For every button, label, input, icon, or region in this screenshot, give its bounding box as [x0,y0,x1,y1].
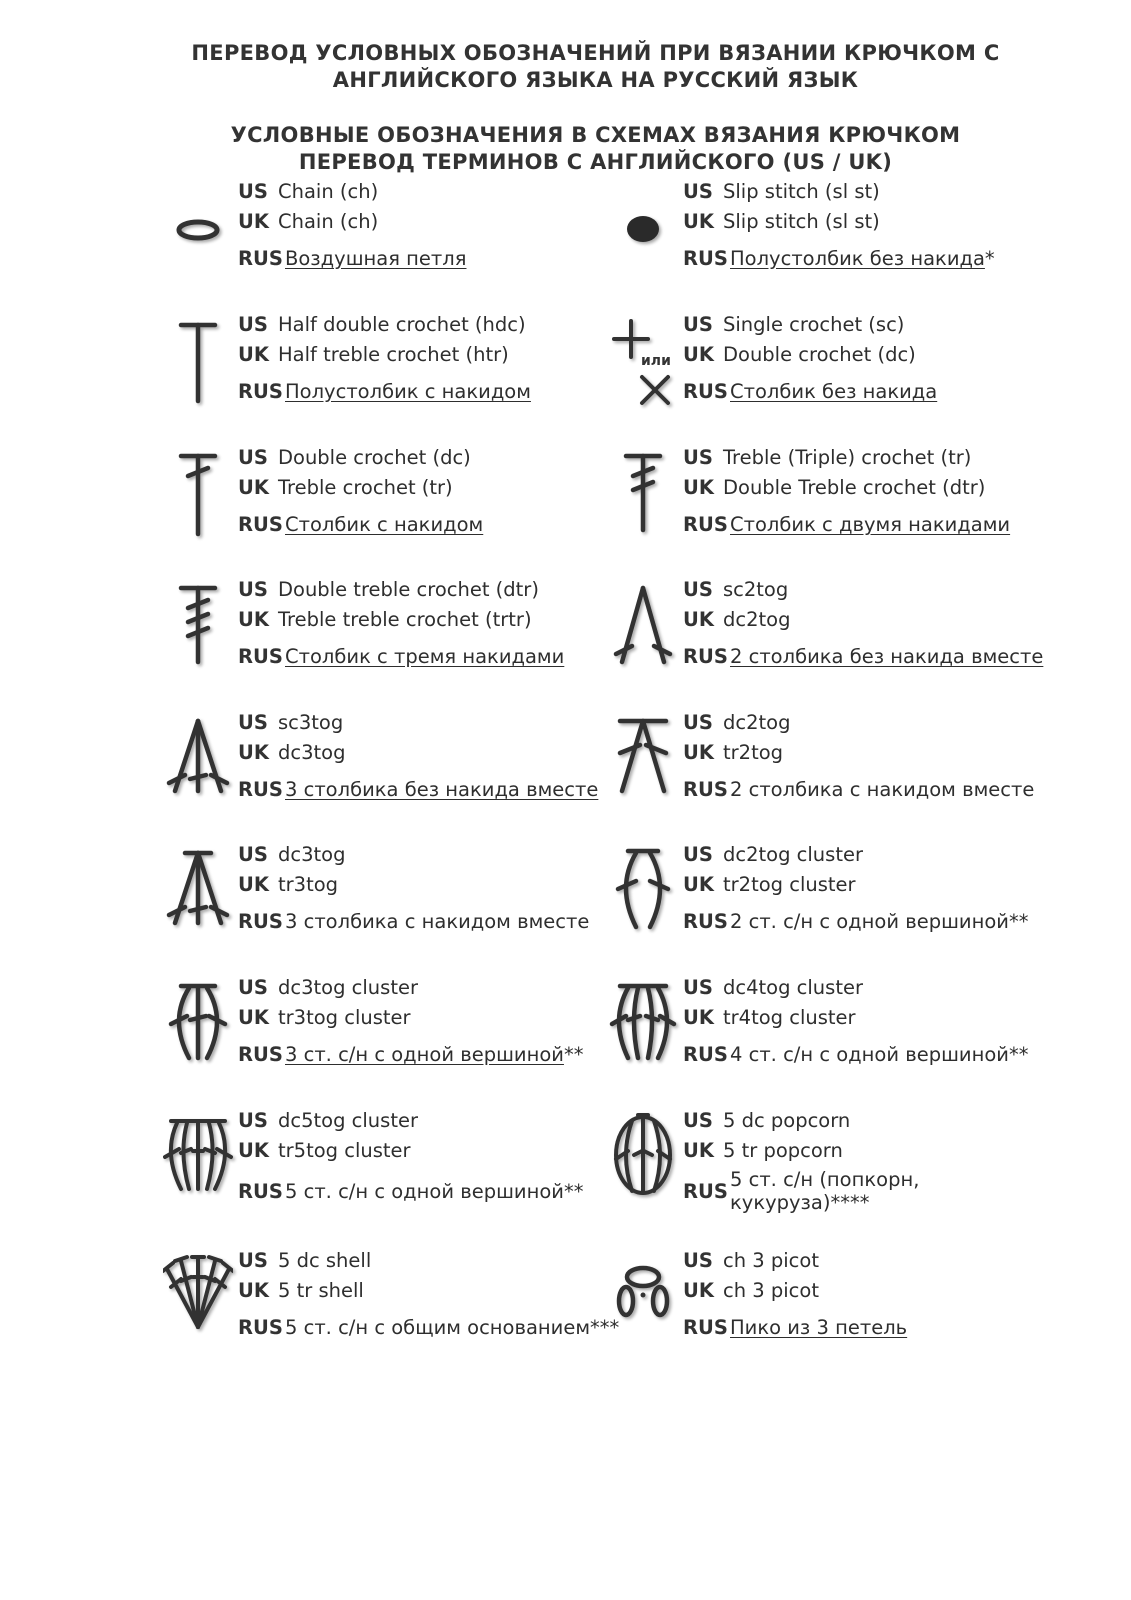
entry-slip-stitch: US Slip stitch (sl st) UK Slip stitch (sl st) RUS Полустолбик без накида* [608,180,1048,300]
entry-shell: US 5 dc shell UK 5 tr shell RUS 5 ст. с/н с общим основанием*** [163,1249,603,1369]
us-term: 5 dc popcorn [723,1109,851,1132]
treble-crochet-icon [608,446,678,566]
dc3tog-icon [163,843,233,963]
uk-term: dc2tog [723,608,791,631]
rus-term: 2 столбика с накидом вместе [730,778,1035,801]
page-title [0,40,1131,94]
rus-term: 2 столбика без накида вместе [730,645,1044,668]
entry-sc3tog: US sc3tog UK dc3tog RUS 3 столбика без накида вместе [163,711,603,831]
uk-term: 5 tr popcorn [723,1139,843,1162]
us-term: Single crochet (sc) [723,313,905,336]
entry-dc4tog-cluster: US dc4tog cluster UK tr4tog cluster RUS 4 ст. с/н с одной вершиной** [608,976,1048,1096]
entry-treble-crochet: US Treble (Triple) crochet (tr) UK Double Treble crochet (dtr) RUS Столбик с двумя накидами [608,446,1048,566]
title-line-1: ПЕРЕВОД УСЛОВНЫХ ОБОЗНАЧЕНИЙ ПРИ ВЯЗАНИИ КРЮЧКОМ С [191,41,1000,65]
entry-single-crochet: или US Single crochet (sc) UK Double crochet (dc) RUS Столбик без накида [608,313,1048,433]
rus-term: Столбик без накида [730,380,938,403]
subtitle-line-1: УСЛОВНЫЕ ОБОЗНАЧЕНИЯ В СХЕМАХ ВЯЗАНИЯ КРЮЧКОМ [230,123,961,147]
dc3tog-cluster-icon [163,976,233,1096]
uk-term: tr2tog cluster [723,873,856,896]
uk-term: ch 3 picot [723,1279,819,1302]
us-term: dc3tog [278,843,346,866]
entry-dc2tog: US dc2tog UK tr2tog RUS 2 столбика с накидом вместе [608,711,1048,831]
uk-term: Treble treble crochet (trtr) [278,608,532,631]
us-term: Double crochet (dc) [278,446,471,469]
dc4tog-cluster-icon [608,976,678,1096]
rus-term: 2 ст. с/н с одной вершиной** [730,910,1029,933]
half-double-crochet-icon [163,313,233,433]
slip-stitch-icon [608,180,678,300]
chain-icon [163,180,233,300]
uk-term: dc3tog [278,741,346,764]
dc2tog-cluster-icon [608,843,678,963]
rus-term: 5 ст. с/н (попкорн, кукуруза)**** [730,1168,920,1214]
rus-term: 4 ст. с/н с одной вершиной** [730,1043,1029,1066]
sc3tog-icon [163,711,233,831]
us-term: dc2tog [723,711,791,734]
uk-term: 5 tr shell [278,1279,364,1302]
page-subtitle [0,122,1131,176]
uk-term: tr5tog cluster [278,1139,411,1162]
us-term: sc2tog [723,578,789,601]
rus-term: 3 столбика с накидом вместе [285,910,590,933]
rus-term: 3 ст. с/н с одной вершиной [285,1043,564,1066]
entry-double-crochet: US Double crochet (dc) UK Treble crochet (tr) RUS Столбик с накидом [163,446,603,566]
entry-dc5tog-cluster: US dc5tog cluster UK tr5tog cluster RUS 5 ст. с/н с одной вершиной** [163,1109,603,1229]
uk-term: tr2tog [723,741,784,764]
entry-picot: US ch 3 picot UK ch 3 picot RUS Пико из 3 петель [608,1249,1048,1369]
rus-term: Столбик с тремя накидами [285,645,565,668]
popcorn-icon [608,1109,678,1229]
or-label: или [641,353,671,369]
subtitle-line-2: ПЕРЕВОД ТЕРМИНОВ С АНГЛИЙСКОГО (US / UK) [298,150,893,174]
entry-dc3tog-cluster: US dc3tog cluster UK tr3tog cluster RUS 3 ст. с/н с одной вершиной** [163,976,603,1096]
uk-term: Double Treble crochet (dtr) [723,476,986,499]
rus-term: Полустолбик с накидом [285,380,531,403]
us-term: 5 dc shell [278,1249,372,1272]
rus-term: Воздушная петля [285,247,467,270]
us-term: dc4tog cluster [723,976,863,999]
rus-term: Столбик с двумя накидами [730,513,1011,536]
dc5tog-cluster-icon [163,1109,233,1229]
uk-term: Treble crochet (tr) [278,476,453,499]
single-crochet-icon [608,313,678,433]
picot-icon [608,1249,678,1369]
us-term: Chain (ch) [278,180,379,203]
dc2tog-icon [608,711,678,831]
us-term: dc2tog cluster [723,843,863,866]
us-term: sc3tog [278,711,344,734]
entry-dc2tog-cluster: US dc2tog cluster UK tr2tog cluster RUS 2 ст. с/н с одной вершиной** [608,843,1048,963]
entry-half-double-crochet: US Half double crochet (hdc) UK Half treble crochet (htr) RUS Полустолбик с накидом [163,313,603,433]
us-term: Slip stitch (sl st) [723,180,880,203]
title-line-2: АНГЛИЙСКОГО ЯЗЫКА НА РУССКИЙ ЯЗЫК [332,68,859,92]
entry-popcorn: US 5 dc popcorn UK 5 tr popcorn RUS 5 ст. с/н (попкорн, кукуруза)**** [608,1109,1048,1229]
double-crochet-icon [163,446,233,566]
uk-term: Slip stitch (sl st) [723,210,880,233]
uk-term: tr3tog [278,873,339,896]
uk-term: Chain (ch) [278,210,379,233]
entry-sc2tog: US sc2tog UK dc2tog RUS 2 столбика без накида вместе [608,578,1048,698]
us-term: Treble (Triple) crochet (tr) [723,446,972,469]
shell-icon [163,1249,233,1369]
entry-chain: US Chain (ch) UK Chain (ch) RUS Воздушная петля [163,180,603,300]
us-term: Half double crochet (hdc) [278,313,526,336]
us-term: ch 3 picot [723,1249,819,1272]
double-treble-crochet-icon [163,578,233,698]
uk-term: tr3tog cluster [278,1006,411,1029]
rus-term: 5 ст. с/н с одной вершиной** [285,1180,584,1203]
rus-term: 3 столбика без накида вместе [285,778,599,801]
uk-term: Half treble crochet (htr) [278,343,509,366]
entry-double-treble-crochet: US Double treble crochet (dtr) UK Treble treble crochet (trtr) RUS Столбик с тремя накидами [163,578,603,698]
entry-dc3tog: US dc3tog UK tr3tog RUS 3 столбика с накидом вместе [163,843,603,963]
uk-term: tr4tog cluster [723,1006,856,1029]
us-term: dc3tog cluster [278,976,418,999]
us-term: dc5tog cluster [278,1109,418,1132]
rus-term: 5 ст. с/н с общим основанием*** [285,1316,620,1339]
uk-term: Double crochet (dc) [723,343,916,366]
rus-term: Полустолбик без накида [730,247,985,270]
rus-term: Пико из 3 петель [730,1316,908,1339]
us-term: Double treble crochet (dtr) [278,578,539,601]
rus-term: Столбик с накидом [285,513,484,536]
sc2tog-icon [608,578,678,698]
